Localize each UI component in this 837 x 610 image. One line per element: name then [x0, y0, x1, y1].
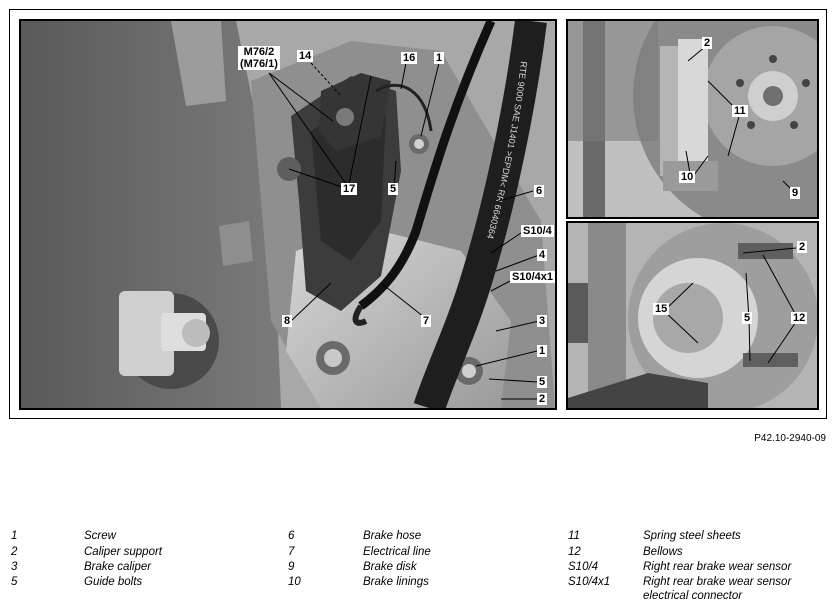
- legend-row: [0, 575, 837, 607]
- callout-8: 8: [284, 315, 291, 327]
- callout-m76-2: M76/2 (M76/1): [240, 46, 278, 70]
- legend-row: [0, 560, 837, 576]
- legend-num: S10/4: [568, 561, 599, 573]
- hose-print: RTE 9000 SAE J1401 >EPDM< RR 6640364: [484, 60, 529, 241]
- legend-text: Spring steel sheets: [643, 530, 741, 542]
- legend-text: Right rear brake wear sensor: [643, 561, 792, 573]
- legend-num: 7: [288, 546, 295, 558]
- callout-br-5: 5: [744, 312, 751, 324]
- legend-text: Caliper support: [84, 546, 162, 558]
- legend-text: Brake linings: [363, 576, 429, 588]
- callout-tr-9: 9: [792, 187, 799, 199]
- callout-7: 7: [423, 315, 430, 327]
- callout-tr-10: 10: [681, 171, 694, 183]
- callout-17: 17: [343, 183, 356, 195]
- legend-num: 11: [568, 530, 580, 542]
- legend-text: Brake caliper: [84, 561, 152, 573]
- top-right-photo-art: [568, 21, 817, 217]
- callout-3: 3: [539, 315, 546, 327]
- callout-1-bottom: 1: [539, 345, 546, 357]
- callout-4: 4: [539, 249, 546, 261]
- callout-s10-4x1: S10/4x1: [512, 271, 553, 283]
- figure-code: P42.10-2940-09: [754, 433, 826, 444]
- legend-num: 3: [11, 561, 18, 573]
- legend-text: Electrical line: [363, 546, 431, 558]
- callout-14: 14: [299, 50, 312, 62]
- legend-num: S10/4x1: [568, 576, 611, 588]
- callout-br-2: 2: [799, 241, 806, 253]
- callout-br-12: 12: [793, 312, 806, 324]
- top-right-photo: [566, 19, 819, 219]
- legend-text: Guide bolts: [84, 576, 143, 588]
- callout-br-15: 15: [655, 303, 668, 315]
- callout-16: 16: [403, 52, 416, 64]
- callout-s10-4: S10/4: [523, 225, 552, 237]
- legend-num: 12: [568, 546, 581, 558]
- legend-num: 10: [288, 576, 301, 588]
- legend-row: [0, 529, 837, 545]
- legend-row: [0, 545, 837, 561]
- legend-num: 9: [288, 561, 295, 573]
- callout-6: 6: [536, 185, 543, 197]
- bottom-right-photo-art: [568, 223, 817, 408]
- callout-1-top: 1: [436, 52, 443, 64]
- legend-num: 6: [288, 530, 295, 542]
- bottom-right-photo: [566, 221, 819, 410]
- legend-num: 2: [11, 546, 18, 558]
- callout-5-top: 5: [390, 183, 397, 195]
- callout-2-bottom: 2: [539, 393, 546, 405]
- legend-text: Bellows: [643, 546, 683, 558]
- callout-tr-11: 11: [734, 105, 746, 117]
- legend-text: Screw: [84, 530, 116, 542]
- legend-num: 5: [11, 576, 18, 588]
- legend-text: Brake disk: [363, 561, 417, 573]
- figure-frame: [9, 9, 827, 419]
- legend-text: Right rear brake wear sensor electrical connector: [643, 576, 792, 602]
- legend-text: Brake hose: [363, 530, 422, 542]
- legend-num: 1: [11, 530, 18, 542]
- main-photo: [19, 19, 557, 410]
- callout-tr-2: 2: [704, 37, 711, 49]
- callout-5-bottom: 5: [539, 376, 546, 388]
- main-photo-art: [21, 21, 555, 408]
